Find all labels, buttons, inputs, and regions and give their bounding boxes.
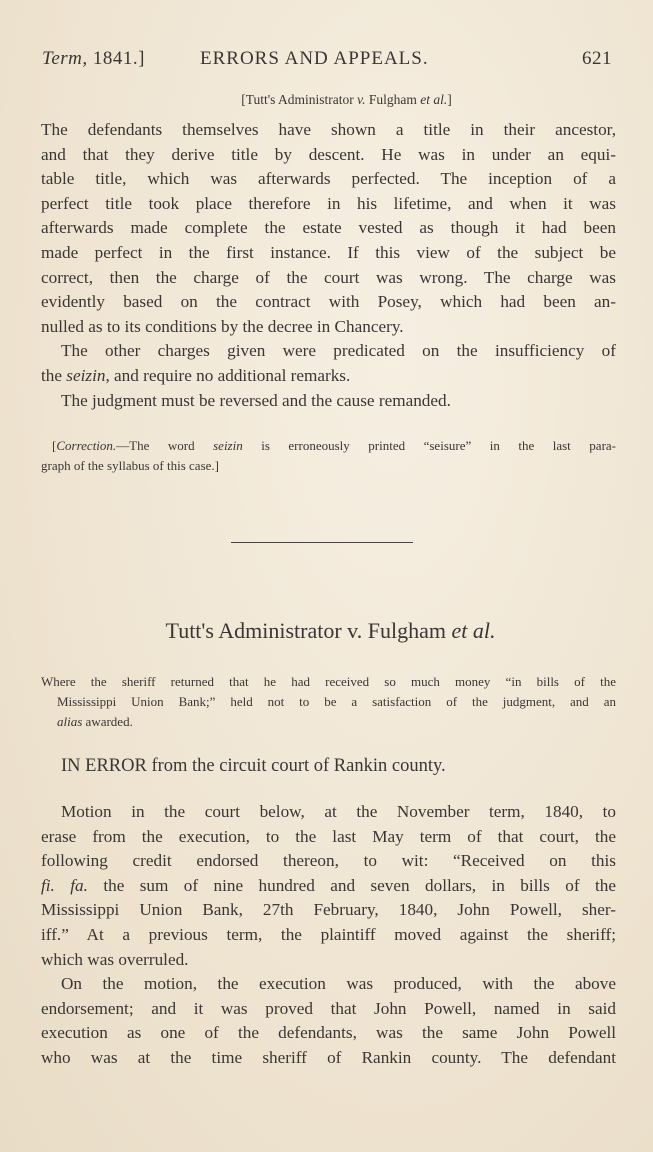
opinion-line: perfect title took place therefore in his lifetime, and when it was	[41, 193, 616, 213]
case-title-parties: Tutt's Administrator v. Fulgham	[165, 618, 446, 643]
case-title	[0, 618, 653, 644]
facts-line: Motion in the court below, at the November term, 1840, to	[61, 802, 616, 821]
syllabus-line: Mississippi Union Bank;” held not to be a satisfaction of the judgment, and an	[57, 694, 616, 709]
opinion-line: correct, then the charge of the court was wrong. The charge was	[41, 267, 616, 287]
correction-line: graph of the syllabus of this case.]	[41, 458, 219, 473]
opinion-line: The judgment must be reversed and the cause remanded.	[61, 390, 451, 410]
facts-line: which was overruled.	[41, 949, 189, 969]
facts-line: On the motion, the execution was produced, with the above	[61, 974, 616, 994]
case-reference: [Tutt's Administrator v. Fulgham et al.]	[241, 92, 452, 107]
facts-line: erase from the execution, to the last May term of that court, the	[41, 826, 616, 846]
facts-line: execution as one of the defendants, was the same John Powell	[41, 1023, 616, 1043]
facts-line: fi. fa. the sum of nine hundred and seven dollars, in bills of the	[41, 875, 616, 895]
facts-line: iff.” At a previous term, the plaintiff moved against the sheriff;	[41, 924, 616, 944]
opinion-line: table title, which was afterwards perfected. The inception of a	[41, 169, 616, 189]
syllabus-line: Where the sheriff returned that he had received so much money “in bills of the	[41, 674, 616, 689]
term-year: 1841.]	[92, 48, 145, 69]
opinion-line: The defendants themselves have shown a title in their ancestor,	[41, 120, 616, 139]
opinion-text	[41, 118, 616, 413]
page-number: 621	[582, 48, 612, 69]
opinion-line: The other charges given were predicated on the insufficiency of	[61, 341, 616, 361]
syllabus	[41, 672, 616, 732]
syllabus-line: alias awarded.	[57, 714, 133, 729]
facts-line: Mississippi Union Bank, 27th February, 1840, John Powell, sher-	[41, 900, 616, 920]
opinion-line: nulled as to its conditions by the decree in Chancery.	[41, 316, 404, 336]
facts-line: endorsement; and it was proved that John Powell, named in said	[41, 998, 616, 1018]
facts-line: following credit endorsed thereon, to wit: “Received on this	[41, 851, 616, 871]
running-head-term	[42, 48, 145, 70]
correction-line: [Correction.—The word seizin is erroneously printed “seisure” in the last para-	[52, 438, 616, 453]
facts-text	[41, 800, 616, 1071]
facts-line: who was at the time sheriff of Rankin county. The defendant	[41, 1047, 616, 1067]
opinion-line: afterwards made complete the estate vested as though it had been	[41, 218, 616, 238]
opinion-line: made perfect in the first instance. If this view of the subject be	[41, 242, 616, 262]
opinion-line: and that they derive title by descent. He was in under an equi-	[41, 144, 616, 164]
section-title: ERRORS AND APPEALS.	[200, 48, 429, 69]
running-head	[42, 48, 612, 74]
term-word: Term,	[42, 48, 88, 69]
case-title-suffix: et al.	[451, 618, 496, 643]
opinion-line: evidently based on the contract with Posey, which had been an-	[41, 292, 616, 312]
procedural-heading: IN ERROR from the circuit court of Rankin county.	[61, 756, 446, 776]
opinion-line: the seizin, and require no additional remarks.	[41, 365, 351, 385]
section-divider	[231, 542, 413, 543]
correction-note	[41, 436, 616, 476]
